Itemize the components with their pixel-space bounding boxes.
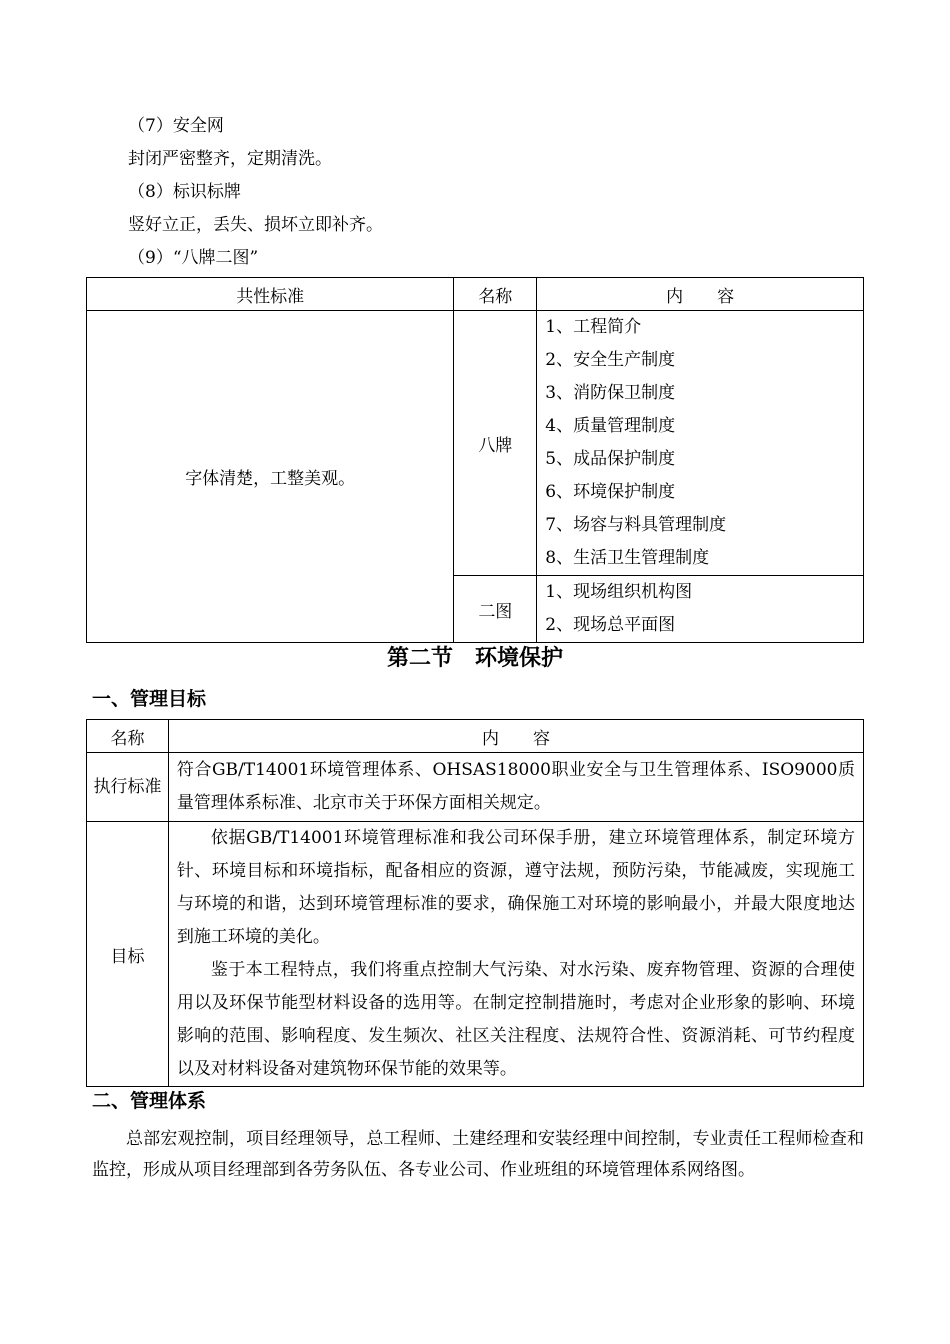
col-header-content: 内 容	[168, 720, 863, 753]
goal-content-cell	[168, 822, 863, 1087]
table-header-row	[87, 278, 864, 311]
goal-paragraph: 鉴于本工程特点，我们将重点控制大气污染、对水污染、废弃物管理、资源的合理使用以及环保节能型材料设备的选用等。在制定控制措施时，考虑对企业形象的影响、环境影响的范围、影响程度、发生频次、社区关注程度、法规符合性、资源消耗、可节约程度以及对材料设备对建筑物环保节能的效果等。	[176, 960, 855, 1079]
list-item: 2、现场总平面图	[545, 615, 676, 635]
list-item: 3、消防保卫制度	[545, 383, 676, 403]
col-header-content: 内 容	[537, 278, 864, 311]
table-header-row	[87, 720, 864, 753]
list-item: 2、安全生产制度	[545, 350, 676, 370]
item9-title: （9）“八牌二图”	[128, 248, 259, 268]
system-paragraph: 总部宏观控制，项目经理领导，总工程师、土建经理和安装经理中间控制，专业责任工程师检查和监控，形成从项目经理部到各劳务队伍、各专业公司、作业班组的环境管理体系网络图。	[92, 1129, 864, 1180]
table-row	[87, 822, 864, 1087]
heading-management-goals: 一、管理目标	[92, 688, 207, 710]
common-standard-cell: 字体清楚，工整美观。	[87, 311, 454, 643]
item8-text: 竖好立正，丢失、损坏立即补齐。	[128, 215, 383, 235]
standard-name-cell: 执行标准	[87, 753, 169, 822]
standard-content-cell: 符合GB/T14001环境管理体系、OHSAS18000职业安全与卫生管理体系、ISO9000质量管理体系标准、北京市关于环保方面相关规定。	[168, 753, 863, 822]
list-item: 4、质量管理制度	[545, 416, 676, 436]
heading-management-system: 二、管理体系	[92, 1090, 207, 1112]
group1-items-cell	[537, 311, 864, 576]
col-header-standard: 共性标准	[87, 278, 454, 311]
list-item: 6、环境保护制度	[545, 482, 676, 502]
goal-name-cell: 目标	[87, 822, 169, 1087]
goal-paragraph: 依据GB/T14001环境管理标准和我公司环保手册，建立环境管理体系，制定环境方针、环境目标和环境指标，配备相应的资源，遵守法规，预防污染，节能减废，实现施工与环境的和谐，达到环境管理标准的要求，确保施工对环境的影响最小，并最大限度地达到施工环境的美化。	[176, 828, 855, 947]
table-row	[87, 311, 864, 576]
group1-name-cell: 八牌	[454, 311, 537, 576]
list-item: 5、成品保护制度	[545, 449, 676, 469]
boards-table	[86, 277, 864, 643]
item7-text: 封闭严密整齐，定期清洗。	[128, 149, 332, 169]
list-item: 8、生活卫生管理制度	[545, 548, 710, 568]
group2-name-cell: 二图	[454, 576, 537, 643]
group2-items-cell	[537, 576, 864, 643]
list-item: 1、现场组织机构图	[545, 582, 693, 602]
item7-title: （7）安全网	[128, 116, 224, 136]
col-header-name: 名称	[87, 720, 169, 753]
item8-title: （8）标识标牌	[128, 182, 241, 202]
goals-table	[86, 719, 864, 1087]
list-item: 7、场容与料具管理制度	[545, 515, 727, 535]
section-title: 第二节 环境保护	[386, 646, 563, 671]
col-header-name: 名称	[454, 278, 537, 311]
table-row	[87, 753, 864, 822]
list-item: 1、工程简介	[545, 317, 642, 337]
